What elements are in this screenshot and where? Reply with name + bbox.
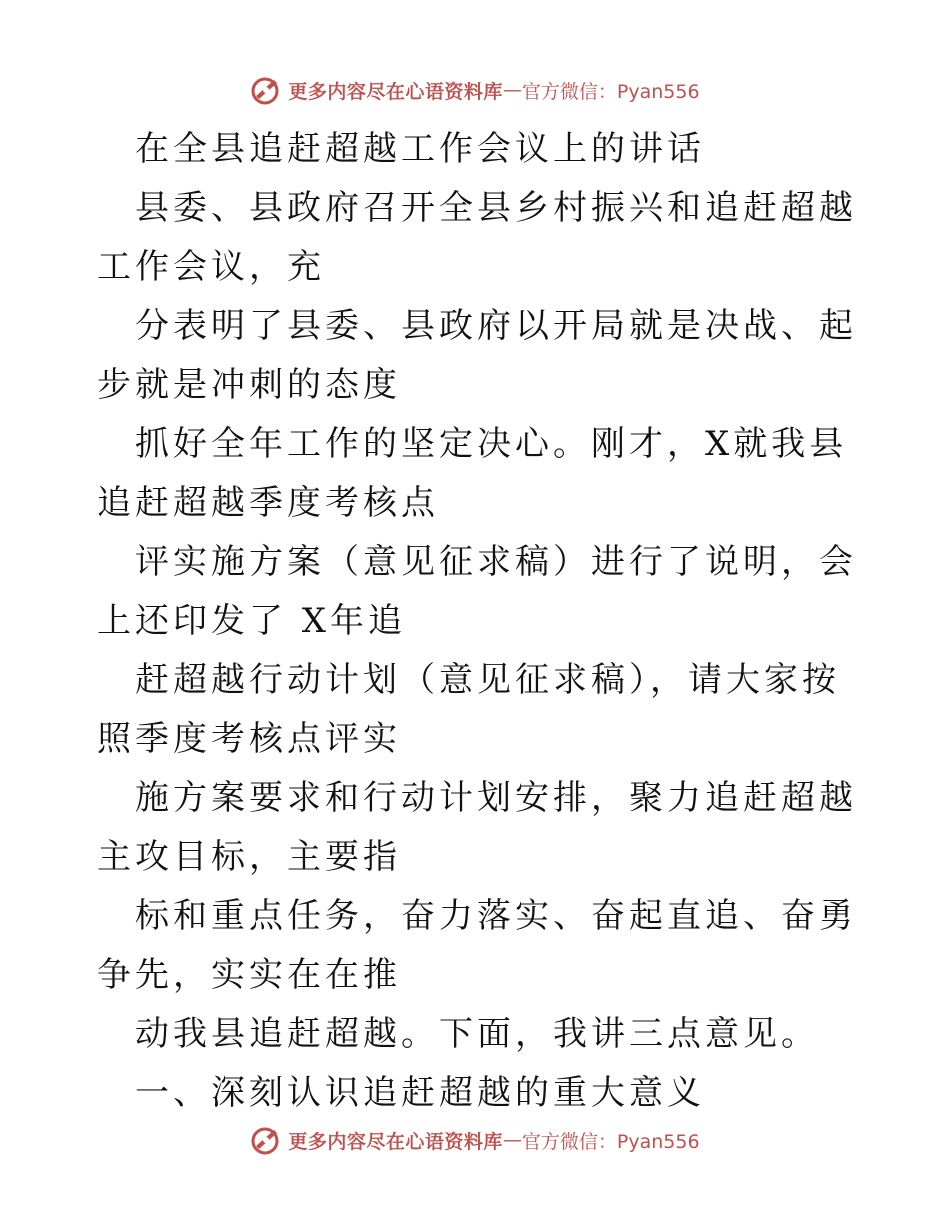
- paragraph: 施方案要求和行动计划安排，聚力追赶超越主攻目标，主要指: [97, 778, 857, 877]
- paragraph: 动我县追赶超越。下面，我讲三点意见。: [135, 1014, 819, 1054]
- document-title: 在全县追赶超越工作会议上的讲话: [135, 129, 705, 169]
- banner-site-text: 更多内容尽在心语资料库: [288, 80, 503, 103]
- paragraph: 分表明了县委、县政府以开局就是决战、起步就是冲刺的态度: [97, 306, 857, 405]
- footer-banner: [0, 1120, 950, 1160]
- paragraph: 标和重点任务，奋力落实、奋起直追、奋勇争先，实实在在推: [97, 896, 857, 995]
- paragraph: 抓好全年工作的坚定决心。刚才，X就我县追赶超越季度考核点: [97, 424, 848, 523]
- pen-circle-icon: [250, 1124, 282, 1156]
- header-banner: [0, 70, 950, 110]
- banner-separator: —: [502, 79, 522, 101]
- paragraph: 赶超越行动计划（意见征求稿），请大家按照季度考核点评实: [97, 660, 840, 759]
- banner-wechat-text: 官方微信：Pyan556: [521, 1130, 700, 1153]
- paragraph: 评实施方案（意见征求稿）进行了说明，会上还印发了 X年追: [97, 542, 857, 641]
- pen-circle-icon: [250, 74, 282, 106]
- paragraph: 县委、县政府召开全县乡村振兴和追赶超越工作会议，充: [97, 188, 857, 287]
- banner-wechat-text: 官方微信：Pyan556: [521, 80, 700, 103]
- section-heading: 一、深刻认识追赶超越的重大意义: [135, 1073, 705, 1113]
- banner-site-text: 更多内容尽在心语资料库: [288, 1130, 503, 1153]
- document-body: [97, 120, 857, 1123]
- banner-separator: —: [502, 1129, 522, 1151]
